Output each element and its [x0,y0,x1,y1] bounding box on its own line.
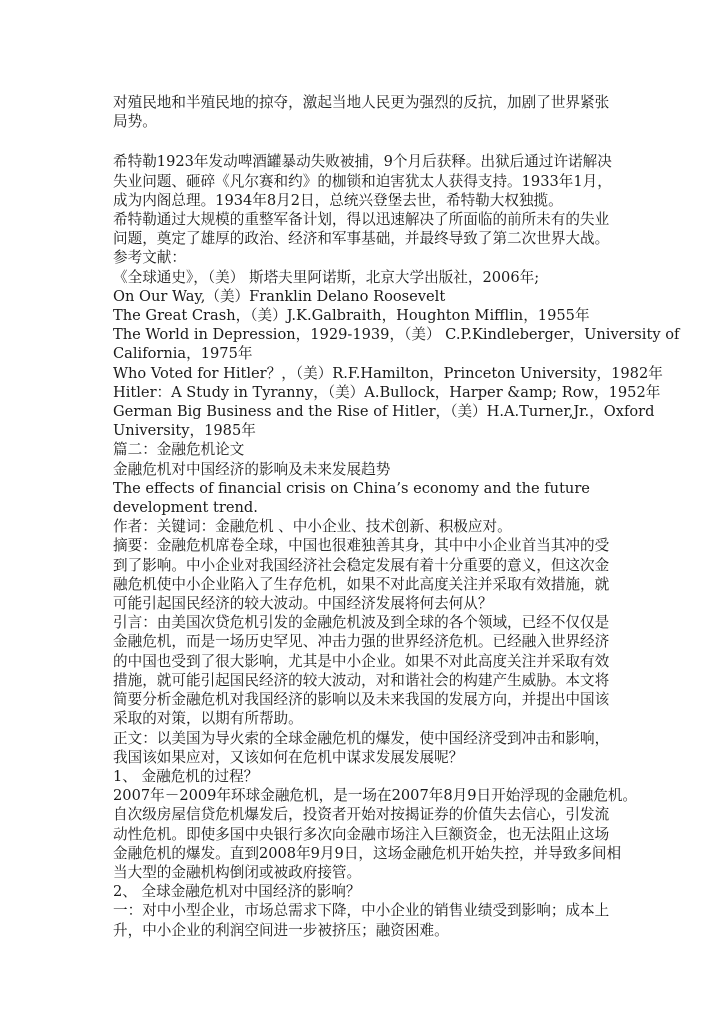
text-line: California，1975年 [113,345,253,363]
text-line: 动性危机。即使多国中央银行多次向金融市场注入巨额资金，也无法阻止这场 [113,825,610,843]
text-line: 措施，就可能引起国民经济的较大波动，对和谐社会的构建产生威胁。本文将 [113,671,610,689]
text-line: 简要分析金融危机对我国经济的影响以及未来我国的发展方向，并提出中国该 [113,691,610,709]
text-line: 融危机使中小企业陷入了生存危机，如果不对此高度关注并采取有效措施，就 [113,575,610,593]
text-line: On Our Way,（美）Franklin Delano Roosevelt [113,287,446,305]
text-line: 金融危机的爆发。直到2008年9月9日，这场金融危机开始失控，并导致多间相 [113,844,622,862]
text-line: 局势。 [113,113,157,131]
paragraph-gap [113,131,613,152]
text-line: 当大型的金融机构倒闭或被政府接管。 [113,863,362,881]
text-line: The Great Crash，（美）J.K.Galbraith，Houghton Mifflin，1955年 [113,307,590,325]
text-line: 作者：关键词：金融危机 、中小企业、技术创新、积极应对。 [113,518,512,536]
text-line: 参考文献： [113,249,186,267]
text-line: 摘要：金融危机席卷全球，中国也很难独善其身，其中中小企业首当其冲的受 [113,537,610,555]
text-line: 金融危机对中国经济的影响及未来发展趋势 [113,460,391,478]
text-line: Hitler：A Study in Tyranny，（美）A.Bullock，Harper &amp; Row，1952年 [113,383,661,401]
text-line: The effects of financial crisis on China’s economy and the future [113,479,590,497]
text-line: 2007年－2009年环球金融危机，是一场在2007年8月9日开始浮现的金融危机。 [113,787,638,805]
text-line: 篇二：金融危机论文 [113,441,245,459]
text-line: 成为内阁总理。1934年8月2日，总统兴登堡去世，希特勒大权独揽。 [113,191,563,209]
text-line: 正文：以美国为导火索的全球金融危机的爆发，使中国经济受到冲击和影响， [113,729,610,747]
text-line: German Big Business and the Rise of Hitler，（美）H.A.Turner,Jr.，Oxford [113,403,655,421]
text-line: Who Voted for Hitler？，（美）R.F.Hamilton，Princeton University，1982年 [113,364,663,382]
text-line: 自次级房屋信贷危机爆发后，投资者开始对按揭证券的价值失去信心，引发流 [113,806,610,824]
text-line: 问题，奠定了雄厚的政治、经济和军事基础，并最终导致了第二次世界大战。 [113,230,610,248]
text-line: 1、 金融危机的过程？ [113,767,259,785]
text-line: 金融危机，而是一场历史罕见、冲击力强的世界经济危机。已经融入世界经济 [113,633,610,651]
text-line: 我国该如果应对，又该如何在危机中谋求发展发展呢？ [113,748,464,766]
text-line: 对殖民地和半殖民地的掠夺，激起当地人民更为强烈的反抗，加剧了世界紧张 [113,94,610,111]
text-line: 引言：由美国次贷危机引发的金融危机波及到全球的各个领域，已经不仅仅是 [113,614,610,632]
text-line: 可能引起国民经济的较大波动。中国经济发展将何去何从？ [113,595,493,613]
text-line: 一：对中小型企业，市场总需求下降，中小企业的销售业绩受到影响；成本上 [113,902,610,920]
text-line: 升，中小企业的利润空间进一步被挤压；融资困难。 [113,921,449,939]
text-line: 采取的对策，以期有所帮助。 [113,710,303,728]
text-line: 希特勒1923年发动啤酒罐暴动失败被捕，9个月后获释。出狱后通过许诺解决 [113,153,612,171]
text-line: The World in Depression，1929-1939，（美） C.P.Kindleberger，University of [113,326,680,344]
text-line: 《全球通史》，（美） 斯塔夫里阿诺斯，北京大学出版社，2006年; [113,268,540,286]
text-line: University，1985年 [113,422,256,440]
text-line: 到了影响。中小企业对我国经济社会稳定发展有着十分重要的意义，但这次金 [113,556,610,574]
text-line: 的中国也受到了很大影响，尤其是中小企业。如果不对此高度关注并采取有效 [113,652,610,670]
text-line: development trend. [113,499,258,517]
text-line: 失业问题、砸碎《凡尔赛和约》的枷锁和迫害犹太人获得支持。1933年1月， [113,172,612,190]
text-line: 2、 全球金融危机对中国经济的影响？ [113,883,361,901]
text-line: 希特勒通过大规模的重整军备计划，得以迅速解决了所面临的前所未有的失业 [113,211,610,229]
document-page [113,93,680,940]
